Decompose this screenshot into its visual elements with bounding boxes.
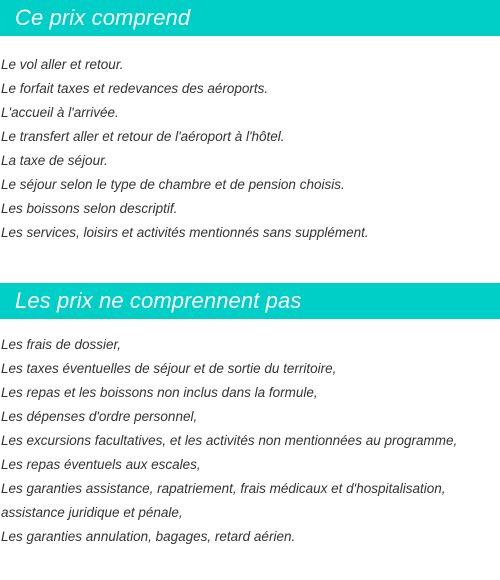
list-item: Les excursions facultatives, et les activités non mentionnées au programme, bbox=[1, 433, 458, 448]
list-item: Les taxes éventuelles de séjour et de sortie du territoire, bbox=[1, 361, 337, 376]
list-item: L'accueil à l'arrivée. bbox=[1, 105, 119, 120]
list-item: assistance juridique et pénale, bbox=[1, 505, 183, 520]
list-item: La taxe de séjour. bbox=[1, 153, 108, 168]
excluded-heading: Les prix ne comprennent pas bbox=[0, 283, 500, 319]
included-list bbox=[0, 36, 500, 245]
list-item: Les boissons selon descriptif. bbox=[1, 201, 178, 216]
list-item: Les repas et les boissons non inclus dans la formule, bbox=[1, 385, 318, 400]
list-item: Les frais de dossier, bbox=[1, 337, 122, 352]
section-spacer bbox=[0, 245, 500, 283]
excluded-list bbox=[0, 319, 500, 549]
list-item: Les services, loisirs et activités mentionnés sans supplément. bbox=[1, 225, 369, 240]
list-item: Le vol aller et retour. bbox=[1, 57, 124, 72]
list-item: Les repas éventuels aux escales, bbox=[1, 457, 201, 472]
list-item: Les dépenses d'ordre personnel, bbox=[1, 409, 198, 424]
list-item: Les garanties annulation, bagages, retard aérien. bbox=[1, 529, 296, 544]
excluded-section bbox=[0, 283, 500, 549]
list-item: Les garanties assistance, rapatriement, frais médicaux et d'hospitalisation, bbox=[1, 481, 446, 496]
list-item: Le transfert aller et retour de l'aéroport à l'hôtel. bbox=[1, 129, 285, 144]
included-heading: Ce prix comprend bbox=[0, 0, 500, 36]
list-item: Le forfait taxes et redevances des aéroports. bbox=[1, 81, 269, 96]
list-item: Le séjour selon le type de chambre et de pension choisis. bbox=[1, 177, 345, 192]
included-section bbox=[0, 0, 500, 245]
